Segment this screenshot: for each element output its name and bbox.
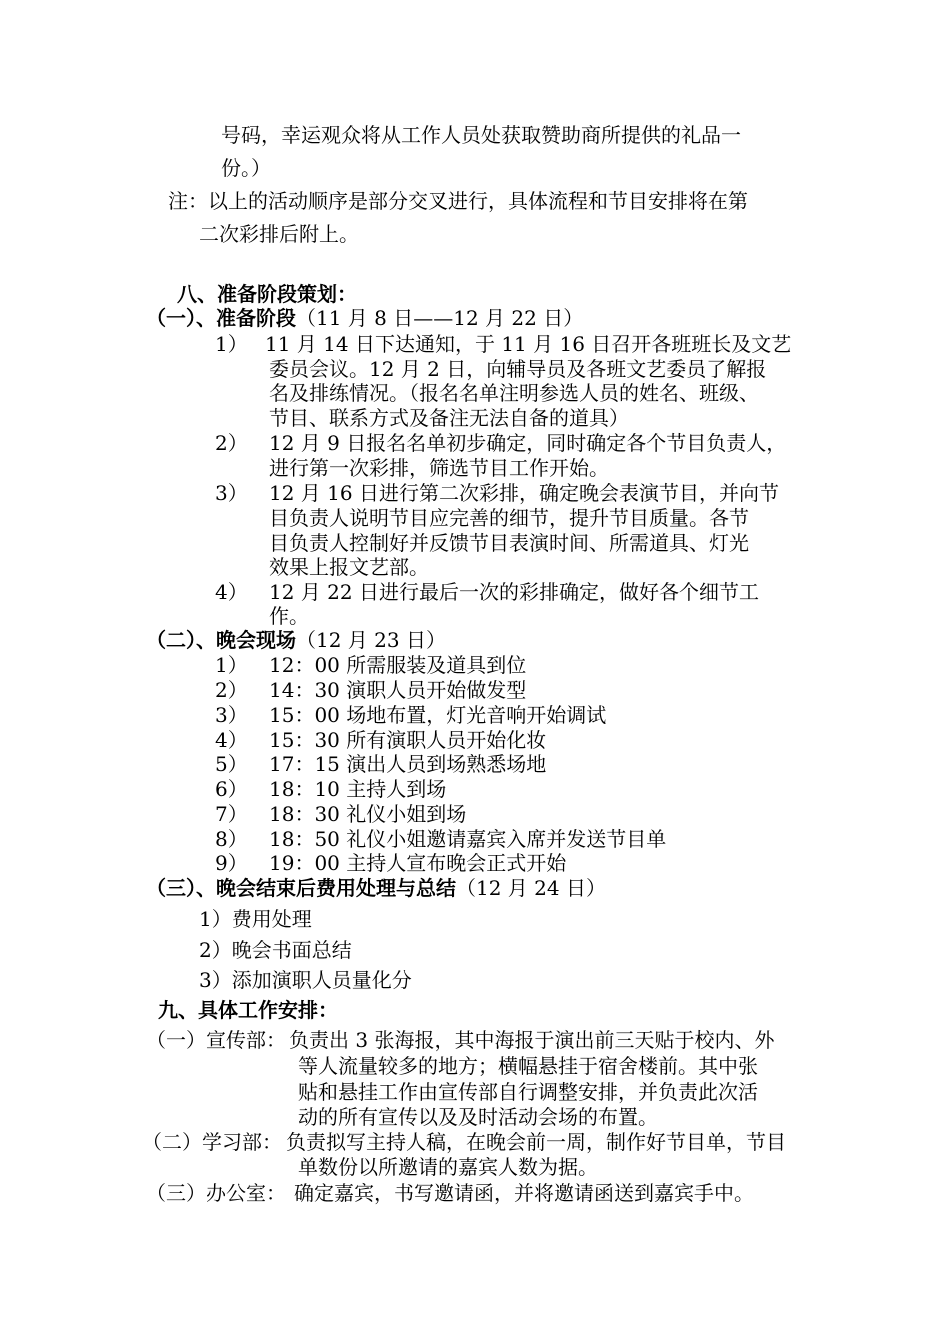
- dept-3-line-1: 确定嘉宾，书写邀请函，并将邀请函送到嘉宾手中。: [294, 1181, 754, 1205]
- sub2-item-6-text: 18：10 主持人到场: [269, 777, 447, 801]
- sub1-item-1-line-3: 名及排练情况。（报名名单注明参选人员的姓名、班级、: [269, 381, 759, 405]
- dept-1-line-1: 负责出 3 张海报，其中海报于演出前三天贴于校内、外: [289, 1028, 775, 1052]
- dept-2-label: （二）学习部：: [142, 1130, 282, 1154]
- section-8-heading: 八、准备阶段策划：: [177, 282, 357, 306]
- sub2-item-4-num: 4）: [215, 728, 248, 752]
- sub2-item-1-text: 12：00 所需服装及道具到位: [269, 653, 527, 677]
- dept-1-line-3: 贴和悬挂工作由宣传部自行调整安排，并负责此次活: [298, 1080, 758, 1104]
- sub1-item-1-line-2: 委员会议。12 月 2 日，向辅导员及各班文艺委员了解报: [269, 357, 767, 381]
- sub3-item-3: 3）添加演职人员量化分: [199, 968, 412, 992]
- sub1-item-3-line-3: 目负责人控制好并反馈节目表演时间、所需道具、灯光: [269, 531, 749, 555]
- dept-1-line-4: 动的所有宣传以及及时活动会场的布置。: [298, 1105, 658, 1129]
- sub3-dates: （12 月 24 日）: [456, 876, 606, 900]
- dept-3-label: （三）办公室：: [146, 1181, 286, 1205]
- sub1-item-3-line-1: 12 月 16 日进行第二次彩排，确定晚会表演节目，并向节: [269, 481, 779, 505]
- sub2-item-8-num: 8）: [215, 827, 248, 851]
- sub2-item-8-text: 18：50 礼仪小姐邀请嘉宾入席并发送节目单: [269, 827, 667, 851]
- intro-line-1: 号码，幸运观众将从工作人员处获取赞助商所提供的礼品一: [221, 123, 741, 147]
- sub3-title: （三）、晚会结束后费用处理与总结: [146, 876, 456, 900]
- sub1-item-1-num: 1）: [215, 332, 248, 356]
- sub1-title: （一）、准备阶段: [146, 306, 296, 330]
- sub3-item-1: 1）费用处理: [199, 907, 312, 931]
- sub2-item-7-num: 7）: [215, 802, 248, 826]
- note-line-1: 注：以上的活动顺序是部分交叉进行，具体流程和节目安排将在第: [168, 189, 748, 213]
- sub1-item-3-line-4: 效果上报文艺部。: [269, 555, 429, 579]
- dept-1-line-2: 等人流量较多的地方；横幅悬挂于宿舍楼前。其中张: [298, 1054, 758, 1078]
- sub2-item-4-text: 15：30 所有演职人员开始化妆: [269, 728, 547, 752]
- sub3-item-2: 2）晚会书面总结: [199, 938, 352, 962]
- sub1-dates: （11 月 8 日——12 月 22 日）: [296, 306, 584, 330]
- sub2-item-5-text: 17：15 演出人员到场熟悉场地: [269, 752, 547, 776]
- sub2-heading: [146, 627, 446, 653]
- sub2-item-1-num: 1）: [215, 653, 248, 677]
- sub1-item-4-line-1: 12 月 22 日进行最后一次的彩排确定，做好各个细节工: [269, 580, 759, 604]
- sub2-item-3-text: 15：00 场地布置，灯光音响开始调试: [269, 703, 607, 727]
- sub1-heading: [146, 305, 583, 331]
- sub2-item-7-text: 18：30 礼仪小姐到场: [269, 802, 467, 826]
- sub1-item-2-num: 2）: [215, 431, 248, 455]
- sub1-item-4-num: 4）: [215, 580, 248, 604]
- intro-line-2: 份。）: [221, 156, 271, 180]
- dept-2-line-2: 单数份以所邀请的嘉宾人数为据。: [298, 1155, 598, 1179]
- sub1-item-4-line-2: 作。: [269, 604, 309, 628]
- sub1-item-1-line-1: 11 月 14 日下达通知，于 11 月 16 日召开各班班长及文艺: [265, 332, 792, 356]
- note-line-2: 二次彩排后附上。: [199, 222, 359, 246]
- section-9-heading: 九、具体工作安排：: [158, 998, 338, 1022]
- sub1-item-2-line-1: 12 月 9 日报名名单初步确定，同时确定各个节目负责人，: [269, 431, 787, 455]
- sub2-item-5-num: 5）: [215, 752, 248, 776]
- sub2-item-3-num: 3）: [215, 703, 248, 727]
- sub2-dates: （12 月 23 日）: [296, 628, 446, 652]
- sub1-item-3-num: 3）: [215, 481, 248, 505]
- dept-2-line-1: 负责拟写主持人稿，在晚会前一周，制作好节目单，节目: [286, 1130, 786, 1154]
- sub2-item-9-text: 19：00 主持人宣布晚会正式开始: [269, 851, 567, 875]
- sub1-item-2-line-2: 进行第一次彩排，筛选节目工作开始。: [269, 456, 609, 480]
- sub2-item-6-num: 6）: [215, 777, 248, 801]
- sub1-item-3-line-2: 目负责人说明节目应完善的细节，提升节目质量。各节: [269, 506, 749, 530]
- sub1-item-1-line-4: 节目、联系方式及备注无法自备的道具）: [269, 406, 629, 430]
- dept-1-label: （一）宣传部：: [146, 1028, 286, 1052]
- sub3-heading: [146, 875, 606, 901]
- sub2-item-9-num: 9）: [215, 851, 248, 875]
- sub2-item-2-num: 2）: [215, 678, 248, 702]
- sub2-title: （二）、晚会现场: [146, 628, 296, 652]
- sub2-item-2-text: 14：30 演职人员开始做发型: [269, 678, 527, 702]
